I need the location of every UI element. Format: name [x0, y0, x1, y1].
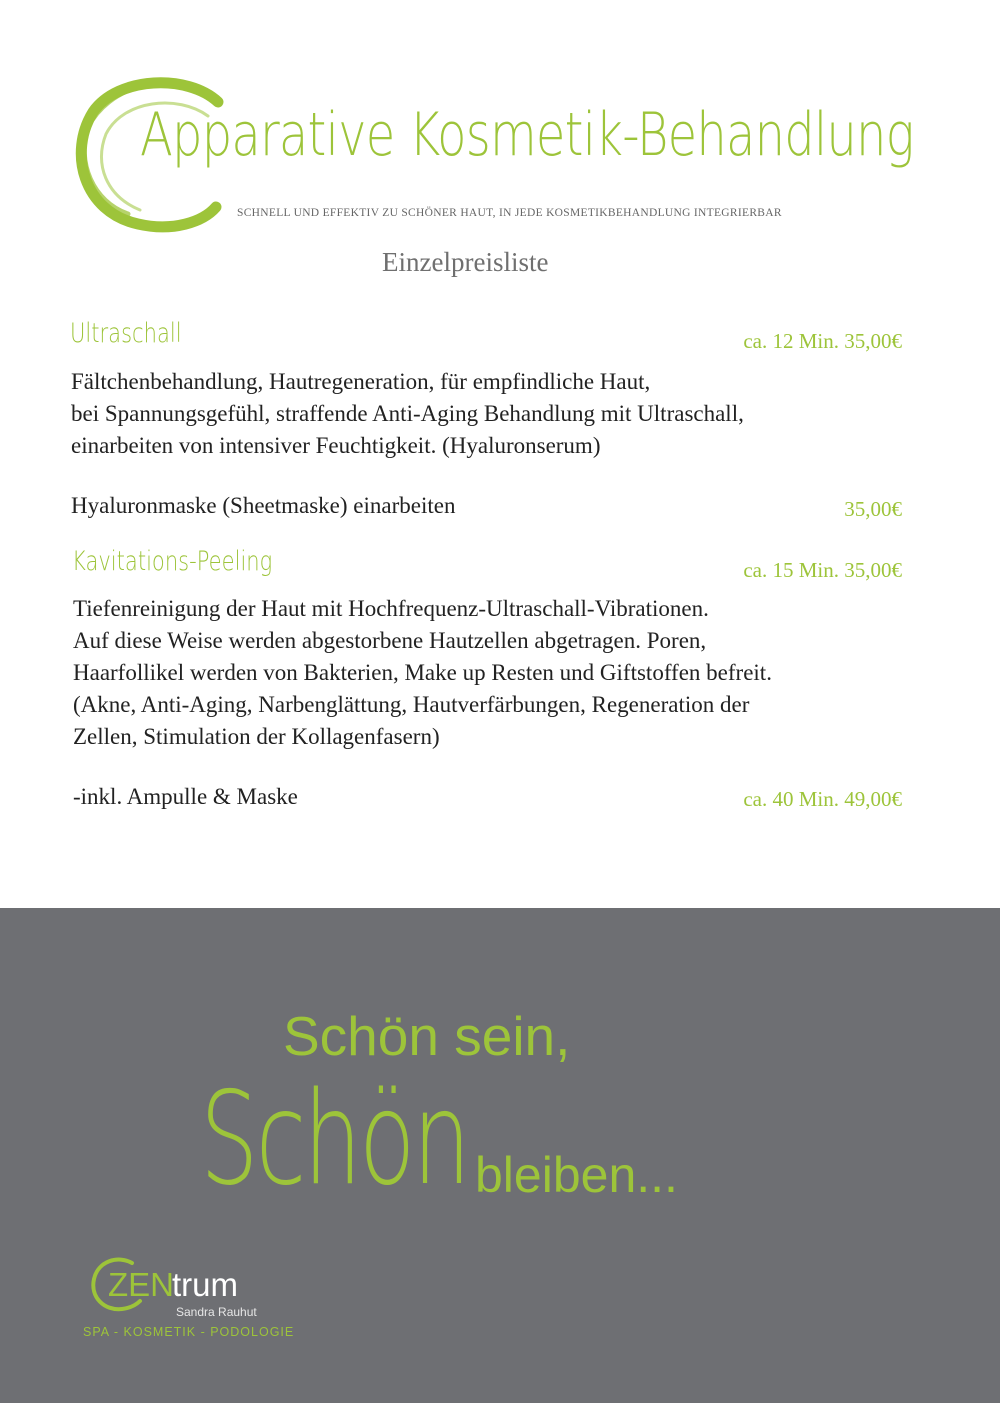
logo-zen-text: ZEN — [108, 1266, 174, 1303]
description-line: Tiefenreinigung der Haut mit Hochfrequenz-Ultraschall-Vibrationen. — [73, 596, 709, 621]
description-line: einarbeiten von intensiver Feuchtigkeit. (Hyaluronserum) — [71, 433, 601, 458]
page-subtitle: SCHNELL UND EFFEKTIV ZU SCHÖNER HAUT, IN JEDE KOSMETIKBEHANDLUNG INTEGRIERBAR — [237, 207, 782, 219]
description-line: Haarfollikel werden von Bakterien, Make up Resten und Giftstoffen befreit. — [73, 660, 772, 685]
section-price-kavitations-peeling: ca. 15 Min. 35,00€ — [743, 558, 902, 582]
section-price-ultraschall: ca. 12 Min. 35,00€ — [743, 329, 902, 353]
description-line: Fältchenbehandlung, Hautregeneration, für empfindliche Haut, — [71, 369, 651, 394]
description-line: Zellen, Stimulation der Kollagenfasern) — [73, 724, 440, 749]
description-line: Auf diese Weise werden abgestorbene Hautzellen abgetragen. Poren, — [73, 628, 707, 653]
description-line: (Akne, Anti-Aging, Narbenglättung, Hautverfärbungen, Regeneration der — [73, 692, 750, 717]
extra-item-price: 35,00€ — [844, 497, 902, 521]
logo-owner-name: Sandra Rauhut — [176, 1305, 257, 1319]
extra-item-label: -inkl. Ampulle & Maske — [73, 784, 298, 809]
logo-tagline: SPA - KOSMETIK - PODOLOGIE — [83, 1325, 295, 1339]
section-title-ultraschall: Ultraschall — [70, 318, 182, 349]
page-title: Apparative Kosmetik-Behandlung — [140, 100, 914, 170]
slogan-line-1: Schön sein, — [283, 1005, 571, 1067]
description-line: bei Spannungsgefühl, straffende Anti-Aging Behandlung mit Ultraschall, — [71, 401, 744, 426]
extra-item-price: ca. 40 Min. 49,00€ — [743, 787, 902, 811]
price-list-heading: Einzelpreisliste — [382, 247, 549, 277]
section-description-ultraschall — [71, 366, 744, 462]
extra-item-label: Hyaluronmaske (Sheetmaske) einarbeiten — [71, 493, 456, 518]
logo-trum-text: trum — [172, 1266, 238, 1303]
slogan-line-end: bleiben... — [475, 1147, 678, 1203]
slogan-big-word: Schön — [200, 1065, 468, 1214]
section-description-kavitations-peeling — [73, 593, 772, 753]
section-title-kavitations-peeling: Kavitations-Peeling — [72, 546, 273, 577]
